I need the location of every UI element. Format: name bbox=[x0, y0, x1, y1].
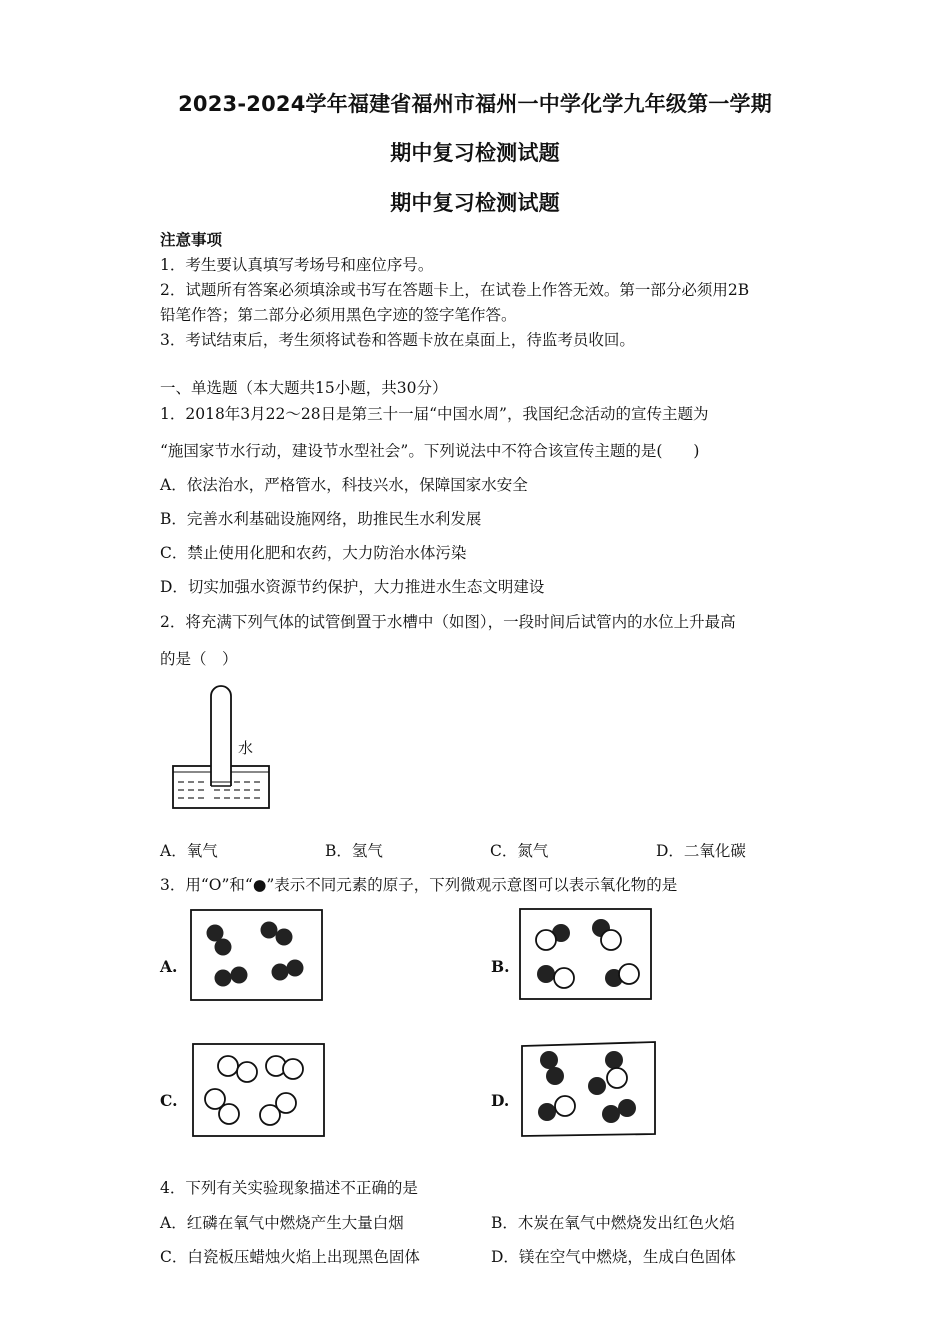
notice-item-1: 1．考生要认真填写考场号和座位序号。 bbox=[160, 256, 434, 274]
page-title-line1: 2023-2024学年福建省福州市福州一中学化学九年级第一学期 bbox=[178, 92, 772, 116]
q1-option-a: A．依法治水，严格管水，科技兴水，保障国家水安全 bbox=[160, 476, 528, 494]
q1-stem-line1: 1．2018年3月22～28日是第三十一届“中国水周”，我国纪念活动的宣传主题为 bbox=[160, 405, 709, 423]
water-label: 水 bbox=[238, 739, 254, 757]
q1-option-c: C．禁止使用化肥和农药，大力防治水体污染 bbox=[160, 544, 467, 562]
q3-option-a-label: A. bbox=[160, 957, 178, 976]
page-title-line3: 期中复习检测试题 bbox=[390, 191, 560, 215]
notice-item-2b: 铅笔作答；第二部分必须用黑色字迹的签字笔作答。 bbox=[160, 306, 517, 324]
q2-option-a: A．氧气 bbox=[160, 842, 218, 860]
q2-option-c: C．氮气 bbox=[490, 842, 549, 860]
q4-option-b: B．木炭在氧气中燃烧发出红色火焰 bbox=[491, 1214, 735, 1232]
q3-diagram-a bbox=[189, 908, 325, 1002]
q4-option-c: C．白瓷板压蜡烛火焰上出现黑色固体 bbox=[160, 1248, 420, 1266]
q3-diagram-b bbox=[518, 907, 654, 1001]
q4-stem: 4．下列有关实验现象描述不正确的是 bbox=[160, 1179, 418, 1197]
q4-option-d: D．镁在空气中燃烧，生成白色固体 bbox=[491, 1248, 736, 1266]
q3-diagram-d bbox=[519, 1040, 659, 1140]
notice-heading: 注意事项 bbox=[160, 230, 223, 249]
q1-option-b: B．完善水利基础设施网络，助推民生水利发展 bbox=[160, 510, 482, 528]
q3-option-c-label: C. bbox=[160, 1091, 178, 1110]
test-tube-figure bbox=[170, 686, 280, 814]
notice-item-2a: 2．试题所有答案必须填涂或书写在答题卡上，在试卷上作答无效。第一部分必须用2B bbox=[160, 281, 750, 299]
q2-stem-line2: 的是（ ） bbox=[160, 650, 238, 668]
q2-option-d: D．二氧化碳 bbox=[656, 842, 746, 860]
q3-stem: 3．用“O”和“●”表示不同元素的原子，下列微观示意图可以表示氧化物的是 bbox=[160, 876, 678, 894]
q4-option-a: A．红磷在氧气中燃烧产生大量白烟 bbox=[160, 1214, 404, 1232]
page-title-line2: 期中复习检测试题 bbox=[390, 141, 560, 165]
notice-item-3: 3．考试结束后，考生须将试卷和答题卡放在桌面上，待监考员收回。 bbox=[160, 331, 635, 349]
q3-option-b-label: B. bbox=[491, 957, 510, 976]
q3-option-d-label: D. bbox=[491, 1091, 510, 1110]
q1-stem-line2: “施国家节水行动，建设节水型社会”。下列说法中不符合该宣传主题的是( ) bbox=[160, 442, 700, 460]
section-heading: 一、单选题（本大题共15小题，共30分） bbox=[160, 379, 448, 397]
q1-option-d: D．切实加强水资源节约保护，大力推进水生态文明建设 bbox=[160, 578, 545, 596]
q2-option-b: B．氢气 bbox=[325, 842, 383, 860]
q2-stem-line1: 2．将充满下列气体的试管倒置于水槽中（如图），一段时间后试管内的水位上升最高 bbox=[160, 613, 736, 631]
q3-diagram-c bbox=[191, 1042, 327, 1138]
